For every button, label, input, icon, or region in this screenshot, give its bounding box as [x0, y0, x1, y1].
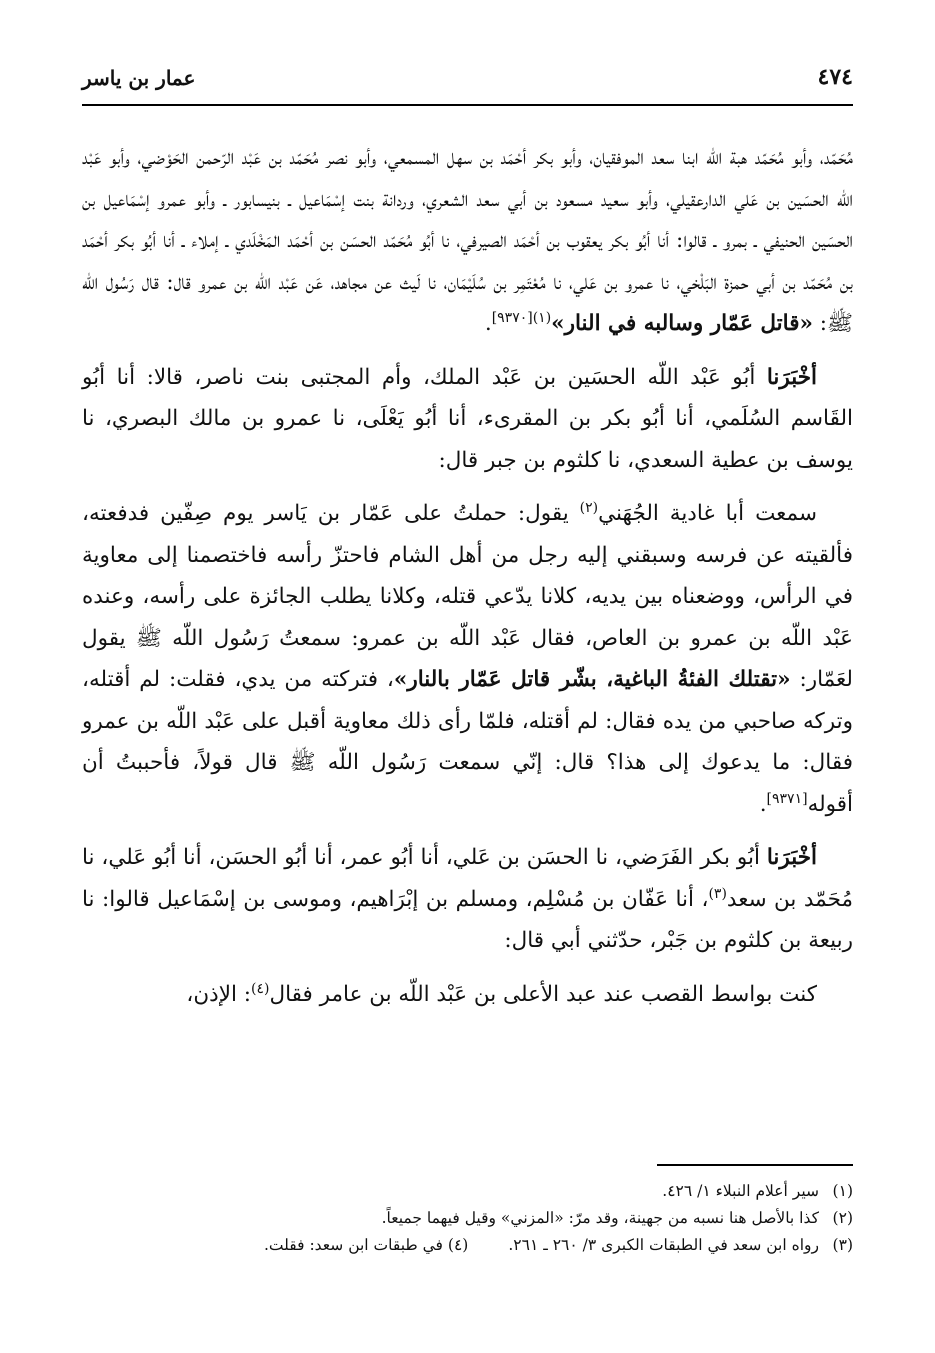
footnote-ref: (١) — [532, 309, 552, 326]
isnad-text: أبُو عَبْد اللّه الحسَين بن عَبْد الملك، وأم المجتبى بنت ناصر، قالا: أنا أبُو القَاسم السُلَمي، أنا أبُو بكر بن المقرىء، أنا أبُو يَعْلَى، نا عمرو بن مالك البصري، نا يوسف بن عطية السعدي، نا كلثوم بن جبر قال: — [82, 364, 853, 473]
paragraph-1 — [82, 137, 853, 345]
isnad-text: أبُو بكر الفَرَضي، نا الحسَن بن عَلي، أنا أبُو عمر، أنا أبُو الحسَن، أنا أبُو عَلي، نا مُحَمّد بن سعد — [82, 845, 853, 912]
footnote-ref: (٤) — [251, 980, 270, 997]
footnote-number: (١) — [832, 1182, 853, 1200]
footnote-ref: (٢) — [579, 499, 599, 516]
end-mark: . — [759, 791, 767, 817]
footnote — [82, 1232, 853, 1259]
narration-text: يقول: حملتُ على عَمّار بن يَاسر يوم صِفّين فدفعته، فألقيته عن فرسه وسبقني إليه رجل من أهل الشام فاحتزّ رأسه فاختصمنا إلى معاوية في الرأس، ووضعناه بين يديه، كلانا يدّعي قتله، وكلانا يطلب الجائزة على رأسه، وعنده عَبْد اللّه بن عمرو بن العاص، فقال عَبْد اللّه بن عمرو: سمعتُ رَسُول اللّه ﷺ يقول لعَمّار: — [82, 501, 853, 692]
paragraph-3 — [82, 493, 853, 825]
narration-text: ، فتركته من يدي، فقلت: لم أقتله، وتركه صاحبي من يده فقال: لم أقتله، فلمّا رأى ذلك معاوية أقبل على عَبْد اللّه بن عمرو فقال: ما يدعوك إلى هذا؟ قال: إنّي سمعت رَسُول اللّه ﷺ قال قولاً، فأحببتُ أن أقوله — [82, 667, 853, 817]
hadith-number: [٩٣٧٠] — [491, 309, 533, 326]
footnote-text: رواه ابن سعد في الطبقات الكبرى ٣/ ٢٦٠ ـ ٢٦١. — [508, 1236, 819, 1254]
footnote-number: (٤) — [447, 1236, 469, 1254]
page-header — [82, 58, 853, 104]
running-title: عمار بن ياسر — [82, 66, 196, 90]
paragraph-5 — [82, 974, 853, 1016]
footnote — [82, 1178, 853, 1205]
footnotes — [82, 1178, 853, 1259]
isnad-text: ، أنا عَفّان بن مُسْلِم، ومسلم بن إبْرَاهيم، وموسى بن إسْمَاعيل قالوا: نا ربيعة بن كلثوم بن جَبْر، حدّثني أبي قال: — [82, 886, 853, 953]
page-number: ٤٧٤ — [817, 64, 853, 90]
footnote-text-pair — [82, 1232, 819, 1259]
narration-text: : الإذن، — [186, 981, 252, 1007]
footnote — [82, 1205, 853, 1232]
paragraph-4 — [82, 837, 853, 962]
footnote-number: (٢) — [832, 1209, 853, 1227]
footnote-rule — [657, 1164, 853, 1166]
hadith-number: [٩٣٧١] — [766, 790, 808, 807]
footnote-text: في طبقات ابن سعد: فقلت. — [263, 1236, 443, 1254]
isnad-text: مُحَمّد، وأبو مُحَمّد هبة اللّه ابنا سعد الموفقيان، وأبو بكر أحْمَد بن سهل المسمعي، وأبو نصر مُحَمّد بن عَبْد الرّحمن الحَوْضي، وأبو عَبْد اللّه الحسَين بن عَلي الدارعقيلي، وأبو سعيد مسعود بن أبي سعد الشعري، وردانة بنت إسْمَاعيل ـ بنيسابور ـ وأبو عمرو إسْمَاعيل بن الحسَين الحنيفي ـ بمرو ـ قالوا: أنا أبُو بكر يعقوب بن أحْمَد الصيرفي، نا أبُو مُحَمّد الحسَن بن أحْمَد المَخْلَدي ـ إملاء ـ أنا أبُو بكر أحْمَد بن مُحَمّد بن أبي حمزة البَلْخي، نا عمرو بن عَلي، نا مُعْتَمِر بن سُلَيْمَان، نا لَيث عن مجاهد، عَن عَبْد اللّه بن عمرو قال: قال رَسُول اللّه ﷺ: — [82, 145, 853, 336]
akhbarana-lead: أخْبَرَنا — [766, 364, 817, 390]
paragraph-2 — [82, 357, 853, 482]
header-rule — [82, 104, 853, 106]
narration-text: سمعت أبا غادية الجُهَني — [598, 501, 817, 526]
hadith-text: «قاتل عَمّار وسالبه في النار» — [551, 311, 813, 336]
end-mark: . — [484, 311, 492, 336]
footnote-text: سير أعلام النبلاء ١/ ٤٢٦. — [662, 1182, 819, 1200]
hadith-text: «تقتلك الفئةُ الباغية، بشّر قاتل عَمّار بالنار» — [393, 667, 791, 692]
footnote-text: كذا بالأصل هنا نسبه من جهينة، وقد مرّ: «المزني» وقيل فيهما جميعاً. — [381, 1209, 819, 1227]
footnote-ref: (٣) — [708, 885, 727, 902]
akhbarana-lead: أخْبَرَنا — [766, 845, 817, 870]
main-text — [82, 137, 853, 1027]
narration-text: كنت بواسط القصب عند عبد الأعلى بن عَبْد اللّه بن عامر فقال — [269, 981, 817, 1007]
footnote-number: (٣) — [832, 1236, 853, 1254]
